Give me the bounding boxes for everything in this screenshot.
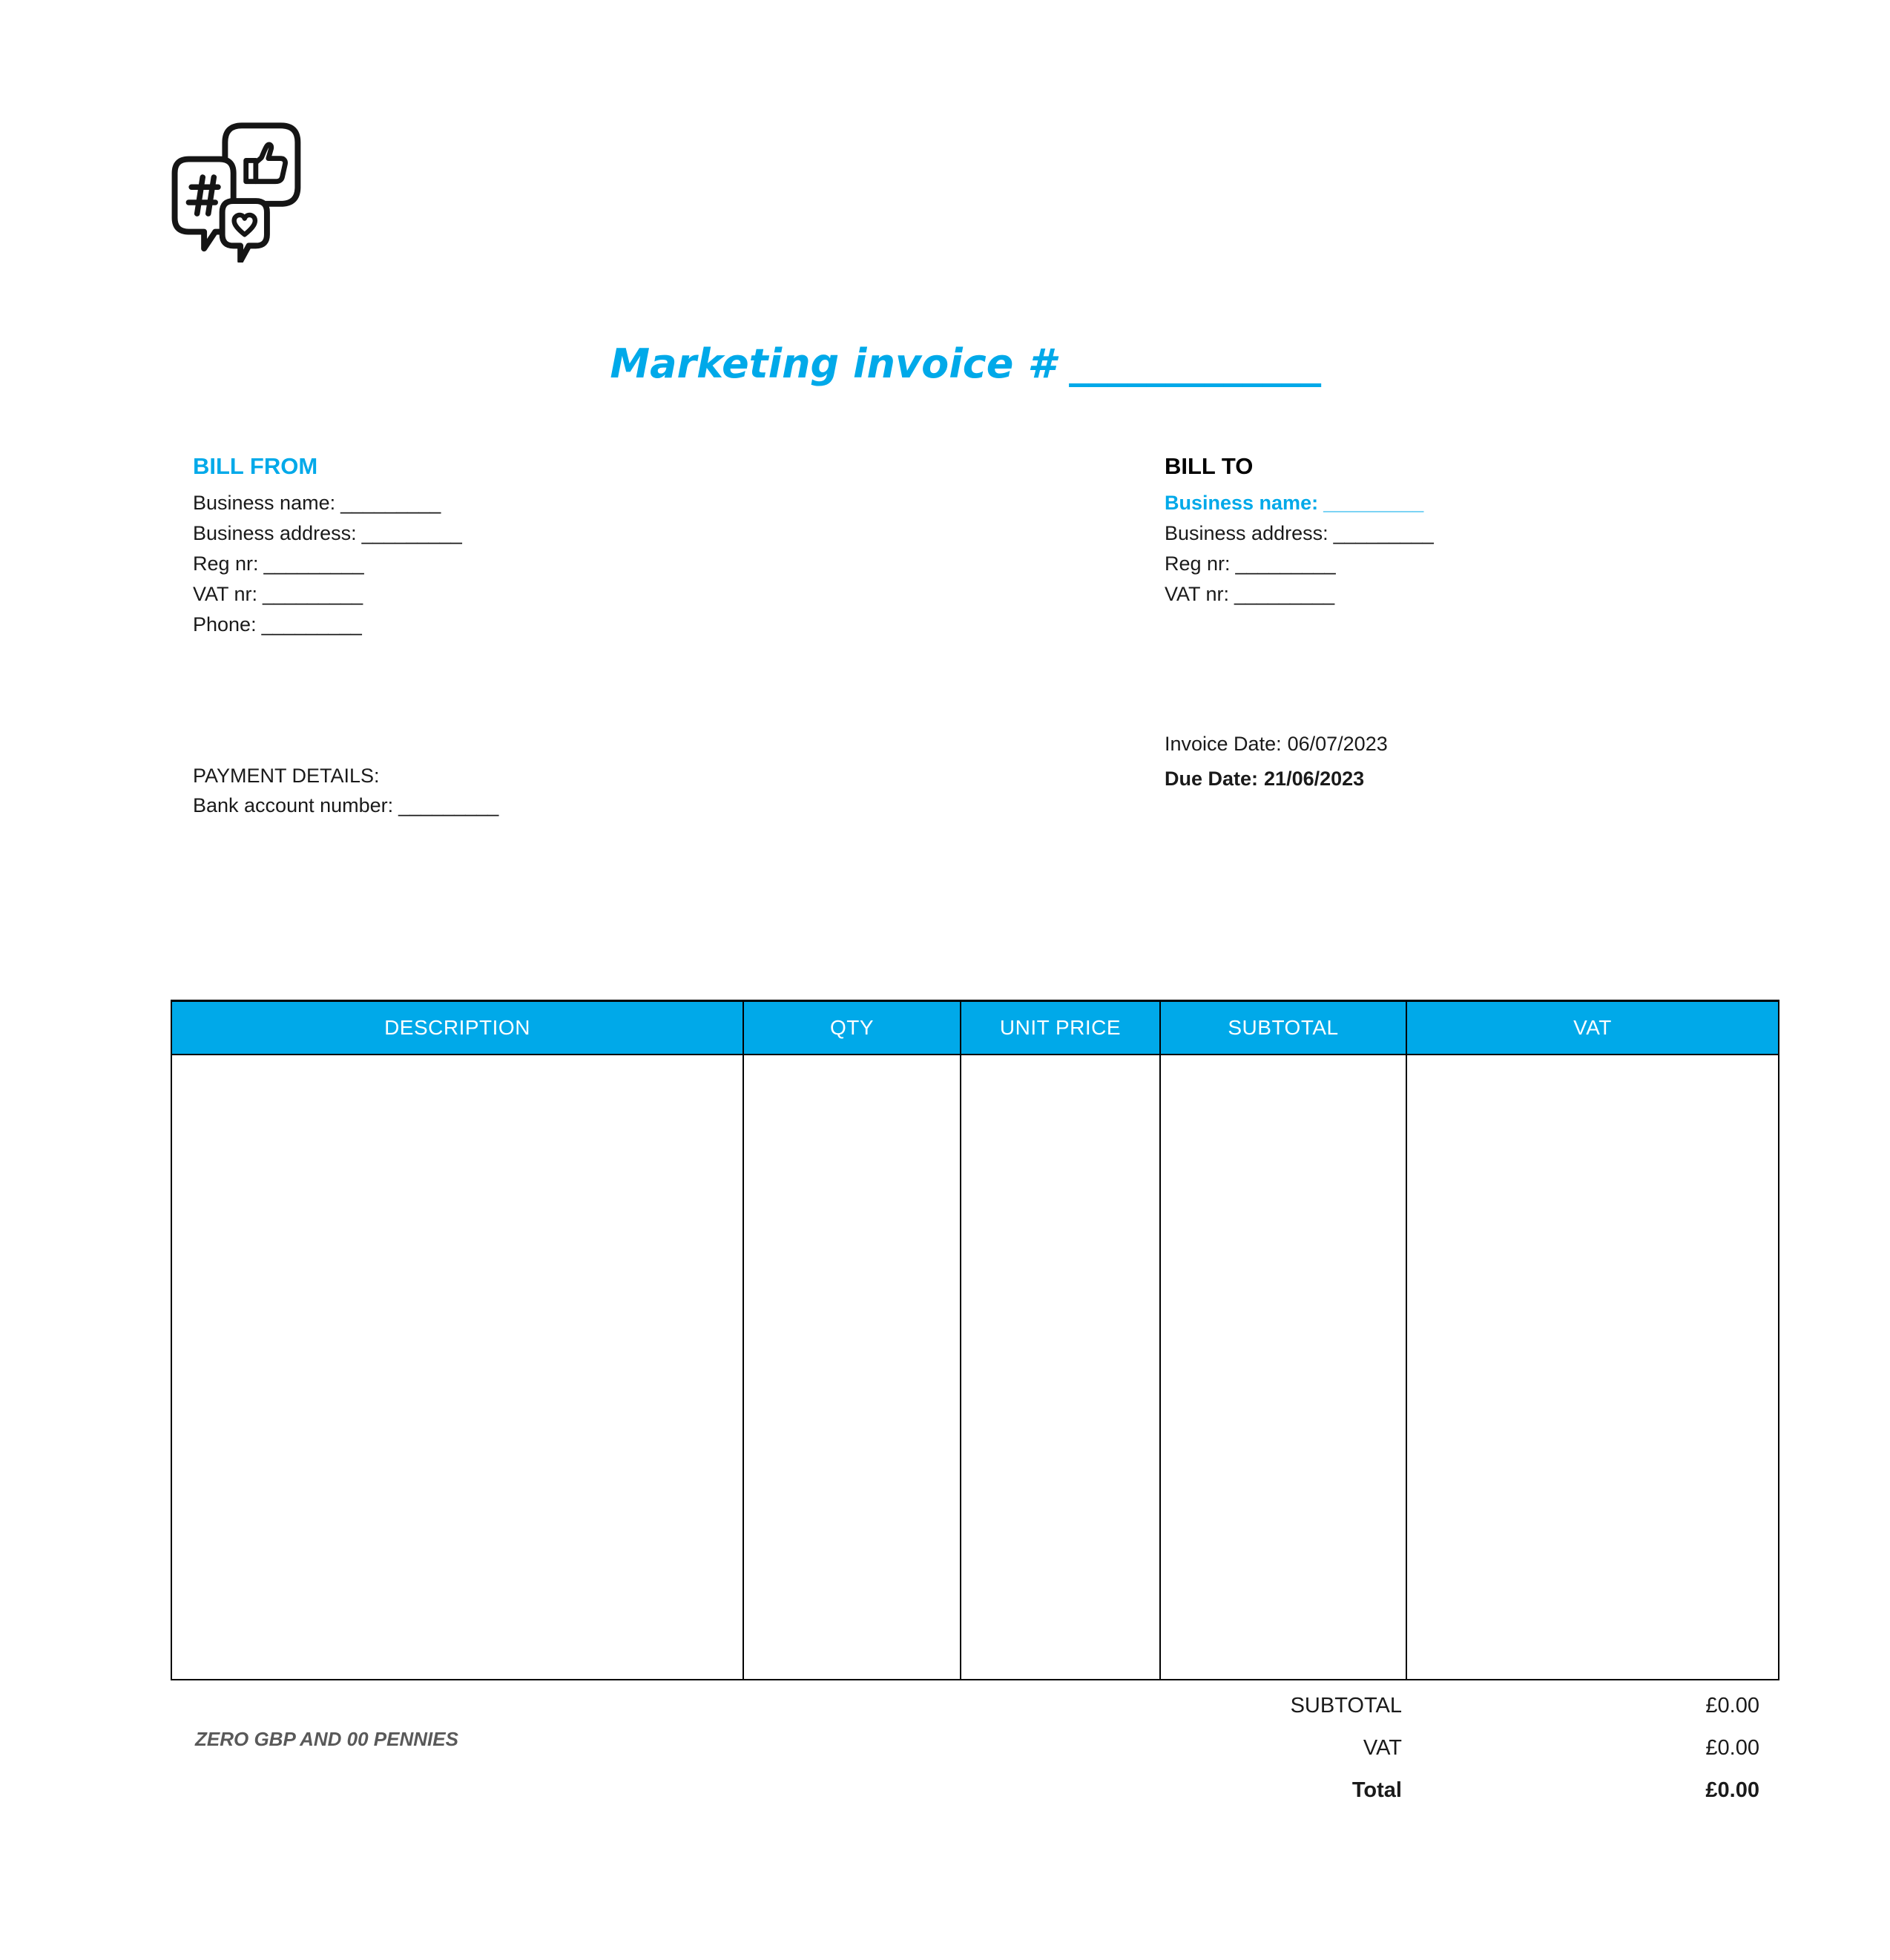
page-title-text: Marketing invoice # <box>610 340 1056 387</box>
fill-in-line: _________ <box>1235 552 1336 575</box>
bill-from-business-address: Business address: _________ <box>193 522 462 544</box>
total-row <box>171 1769 1770 1812</box>
fill-in-line: _________ <box>1234 583 1335 605</box>
amount-in-words: ZERO GBP AND 00 PENNIES <box>195 1728 458 1750</box>
dates-section <box>1165 727 1388 796</box>
fill-in-line: _________ <box>340 492 441 514</box>
bill-to-business-name: Business name: _________ <box>1165 492 1424 514</box>
vat-cell <box>1406 1055 1778 1679</box>
social-media-bubbles-icon <box>169 117 315 263</box>
unit-price-cell <box>960 1055 1159 1679</box>
fill-in-line: _________ <box>261 613 362 636</box>
total-label: Total <box>1351 1778 1402 1802</box>
bill-from-business-name: Business name: _________ <box>193 492 441 514</box>
bill-from-phone: Phone: _________ <box>193 613 362 636</box>
fill-in-line: _________ <box>263 552 364 575</box>
bill-to-reg-nr: Reg nr: _________ <box>1165 552 1336 575</box>
payment-details-section <box>193 761 498 820</box>
subtotal-value: £0.00 <box>1705 1694 1759 1718</box>
due-date-value: 21/06/2023 <box>1264 768 1365 790</box>
bill-to-heading: BILL TO <box>1165 453 1254 479</box>
invoice-date: Invoice Date: 06/07/2023 <box>1165 733 1388 755</box>
vat-label: VAT <box>1363 1736 1402 1760</box>
column-header-description: DESCRIPTION <box>384 1016 530 1039</box>
bill-from-reg-nr: Reg nr: _________ <box>193 552 364 575</box>
fill-in-line: _________ <box>361 522 462 544</box>
bill-to-business-address: Business address: _________ <box>1165 522 1434 544</box>
due-date: Due Date: 21/06/2023 <box>1165 768 1365 790</box>
bill-to-vat-nr: VAT nr: _________ <box>1165 583 1335 605</box>
payment-details-heading: PAYMENT DETAILS: <box>193 765 380 787</box>
bank-account-number: Bank account number: _________ <box>193 794 499 816</box>
fill-in-line: _________ <box>1333 522 1434 544</box>
total-value: £0.00 <box>1705 1778 1759 1802</box>
bill-from-section <box>193 452 462 640</box>
thumbs-up-cuff <box>246 160 256 181</box>
bill-from-vat-nr: VAT nr: _________ <box>193 583 363 605</box>
fill-in-line: _________ <box>398 794 499 816</box>
vat-value: £0.00 <box>1705 1736 1759 1760</box>
line-items-table <box>171 1000 1779 1680</box>
invoice-number-blank: _____________ <box>1069 340 1320 387</box>
subtotal-cell <box>1159 1055 1406 1679</box>
column-header-vat: VAT <box>1406 1002 1778 1054</box>
fill-in-line: _________ <box>1323 492 1424 514</box>
column-header-subtotal: SUBTOTAL <box>1159 1002 1406 1054</box>
subtotal-label: SUBTOTAL <box>1290 1694 1402 1718</box>
column-header-unit-price: UNIT PRICE <box>960 1002 1159 1054</box>
invoice-date-value: 06/07/2023 <box>1287 733 1388 755</box>
page-title <box>20 341 1890 387</box>
bill-to-section <box>1165 452 1434 610</box>
table-body-empty <box>172 1055 1778 1679</box>
description-cell <box>172 1055 742 1679</box>
subtotal-row <box>171 1685 1770 1727</box>
table-header-row <box>172 1002 1778 1055</box>
fill-in-line: _________ <box>263 583 363 605</box>
bill-from-heading: BILL FROM <box>193 453 318 479</box>
column-header-qty: QTY <box>742 1002 960 1054</box>
heart-bubble-icon <box>223 201 267 261</box>
qty-cell <box>742 1055 960 1679</box>
